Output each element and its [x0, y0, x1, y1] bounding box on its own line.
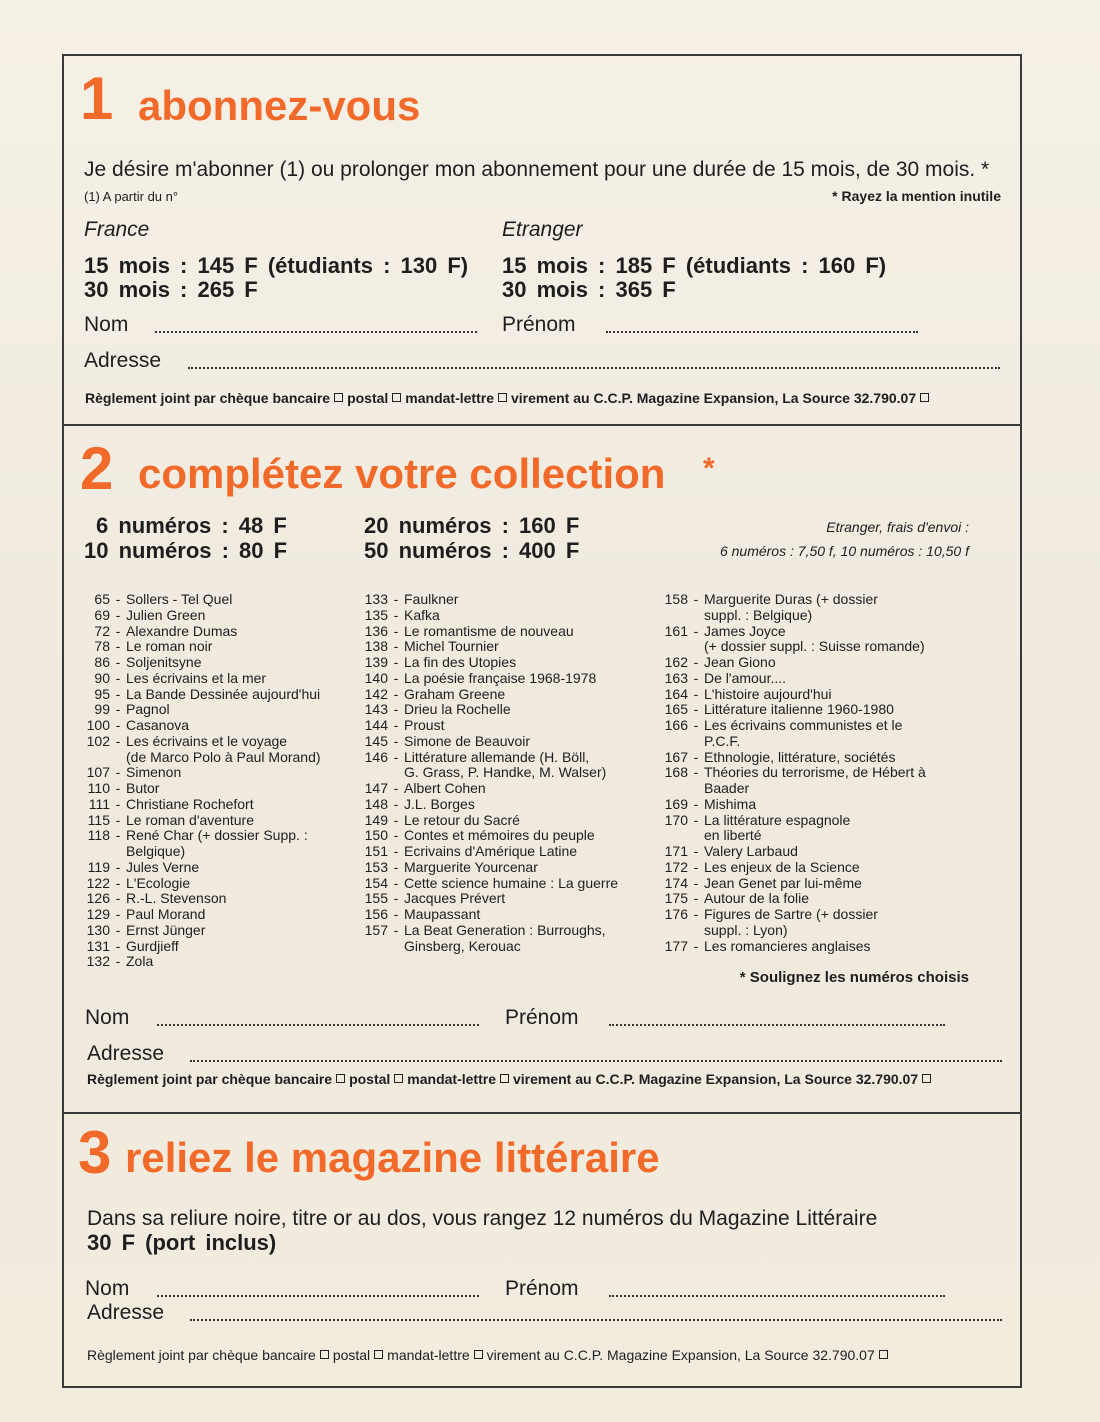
issue-title: Valery Larbaud: [704, 843, 798, 859]
issue-title: Jean Giono: [704, 654, 776, 670]
france-price-30: 30 mois : 265 F: [84, 277, 258, 302]
issue-title: P.C.F.: [704, 732, 741, 749]
issue-number: 110: [87, 780, 110, 796]
issue-title: James Joyce: [704, 622, 786, 639]
issue-number: 139: [364, 654, 388, 670]
issue-title: Maupassant: [404, 906, 481, 922]
issue-dash: -: [115, 701, 121, 718]
issue-dash: -: [393, 638, 399, 655]
issue-title: suppl. : Lyon): [704, 921, 788, 938]
issue-title: Butor: [126, 780, 160, 796]
issue-dash: -: [393, 654, 399, 670]
payment-virement-label: virement au C.C.P. Magazine Expansion, La Source 32.790.07: [510, 390, 917, 406]
foreign-shipping-rates: 6 numéros : 7,50 f, 10 numéros : 10,50 f: [719, 543, 969, 559]
issue-title: Les écrivains et le voyage: [126, 732, 288, 749]
issue-dash: -: [693, 874, 699, 891]
issue-dash: -: [393, 701, 399, 718]
payment-postal-label: postal: [332, 1347, 371, 1363]
form-frame: [62, 54, 1022, 1388]
issue-dash: -: [693, 654, 699, 670]
issue-number: 167: [664, 748, 688, 765]
issue-dash: -: [115, 827, 121, 844]
issue-title: Paul Morand: [126, 906, 206, 922]
adresse-label-2: Adresse: [87, 1042, 165, 1065]
issue-dash: -: [393, 874, 399, 891]
issue-dash: -: [393, 622, 399, 639]
strike-note: * Rayez la mention inutile: [832, 188, 1001, 204]
issue-title: Le retour du Sacré: [404, 811, 520, 828]
issue-number: 107: [86, 764, 110, 781]
issue-number: 171: [664, 843, 688, 859]
issue-dash: -: [693, 858, 699, 875]
issue-title: (+ dossier suppl. : Suisse romande): [704, 638, 925, 655]
issue-number: 146: [364, 748, 388, 765]
issue-number: 148: [364, 795, 388, 812]
payment-cheque-label: Règlement joint par chèque bancaire: [85, 390, 331, 406]
issue-title: Ginsberg, Kerouac: [404, 937, 521, 954]
issue-number: 100: [86, 717, 110, 733]
issue-dash: -: [393, 606, 399, 623]
section-3-box: [64, 1114, 1020, 1388]
issue-number: 135: [364, 606, 388, 623]
issue-title: Théories du terrorisme, de Hébert à: [704, 764, 926, 781]
issue-number: 72: [94, 622, 110, 639]
issue-title: La Bande Dessinée aujourd'hui: [126, 685, 321, 702]
issue-title: Les romancieres anglaises: [704, 937, 871, 954]
issue-number: 149: [364, 811, 388, 828]
issue-title: Zola: [126, 953, 154, 970]
issue-title: Le romantisme de nouveau: [404, 622, 574, 639]
issue-number: 151: [364, 843, 388, 859]
issue-dash: -: [693, 811, 699, 828]
payment-postal-label: postal: [347, 390, 389, 406]
section-2-asterisk: *: [703, 452, 715, 485]
issue-number: 147: [364, 780, 388, 796]
issue-dash: -: [115, 906, 121, 922]
issue-dash: -: [693, 937, 699, 954]
issue-dash: -: [693, 748, 699, 765]
issue-dash: -: [693, 890, 699, 907]
foreign-shipping-label: Etranger, frais d'envoi :: [826, 519, 969, 535]
issue-number: 177: [664, 937, 688, 954]
issue-dash: -: [115, 764, 121, 781]
issue-title: Kafka: [404, 606, 440, 623]
issue-dash: -: [115, 732, 121, 749]
issue-title: Albert Cohen: [404, 780, 486, 796]
issue-dash: -: [115, 669, 121, 686]
issue-title: Soljenitsyne: [126, 654, 202, 670]
issue-number: 138: [364, 638, 388, 655]
nom-label-3: Nom: [85, 1277, 130, 1300]
section-3-number: 3: [78, 1119, 111, 1186]
issue-title: Contes et mémoires du peuple: [404, 827, 595, 844]
price-6: 6 numéros : 48 F: [96, 513, 287, 538]
issue-number: 133: [364, 591, 388, 607]
issue-number: 99: [94, 701, 110, 718]
binder-description: Dans sa reliure noire, titre or au dos, vous rangez 12 numéros du Magazine Littéraire: [87, 1207, 878, 1230]
prenom-label-2: Prénom: [505, 1006, 579, 1029]
issue-dash: -: [693, 795, 699, 812]
issue-dash: -: [115, 874, 121, 891]
issue-title: Jacques Prévert: [404, 890, 506, 907]
issue-number: 176: [664, 906, 688, 922]
issue-number: 130: [86, 921, 110, 938]
issue-title: Mishima: [704, 795, 757, 812]
issue-title: L'Ecologie: [126, 874, 191, 891]
etranger-price-15: 15 mois : 185 F (étudiants : 160 F): [502, 253, 887, 278]
issue-title: Cette science humaine : La guerre: [404, 874, 619, 891]
issue-number: 65: [94, 591, 110, 607]
issue-dash: -: [115, 811, 121, 828]
issue-number: 143: [364, 701, 388, 718]
issue-title: Drieu la Rochelle: [404, 701, 511, 718]
france-label: France: [84, 218, 150, 241]
issue-title: La littérature espagnole: [704, 811, 851, 828]
issue-title: Figures de Sartre (+ dossier: [704, 906, 878, 922]
payment-mandat-label: mandat-lettre: [407, 1071, 496, 1087]
issue-title: Le roman noir: [126, 638, 213, 655]
prenom-label: Prénom: [502, 313, 576, 336]
issue-dash: -: [693, 717, 699, 733]
issue-dash: -: [115, 606, 121, 623]
issue-title: De l'amour....: [704, 669, 787, 686]
issue-title: Sollers - Tel Quel: [126, 591, 233, 607]
issue-title: Les enjeux de la Science: [704, 858, 860, 875]
issue-number: 154: [364, 874, 388, 891]
issue-number: 122: [86, 874, 110, 891]
issue-number: 150: [364, 827, 388, 844]
issue-number: 78: [94, 638, 110, 655]
issue-title: Simenon: [126, 764, 182, 781]
issue-title: Casanova: [126, 717, 190, 733]
issue-title: (de Marco Polo à Paul Morand): [126, 748, 321, 765]
issue-dash: -: [393, 748, 399, 765]
issue-number: 174: [664, 874, 688, 891]
issue-dash: -: [693, 622, 699, 639]
issue-title: La fin des Utopies: [404, 654, 517, 670]
issue-title: Faulkner: [404, 591, 459, 607]
nom-label-2: Nom: [85, 1006, 130, 1029]
issue-dash: -: [393, 811, 399, 828]
issue-dash: -: [393, 732, 399, 749]
issue-number: 157: [364, 921, 388, 938]
section-1-title: abonnez-vous: [138, 82, 421, 129]
issue-number: 168: [664, 764, 688, 781]
issue-dash: -: [393, 827, 399, 844]
issue-dash: -: [115, 638, 121, 655]
issue-dash: -: [115, 780, 121, 796]
section-2-number: 2: [80, 435, 113, 502]
issue-dash: -: [115, 795, 121, 812]
issue-number: 170: [664, 811, 688, 828]
issue-title: R.-L. Stevenson: [126, 890, 227, 907]
issue-number: 129: [86, 906, 110, 922]
issue-title: Ecrivains d'Amérique Latine: [404, 843, 578, 859]
payment-cheque-label: Règlement joint par chèque bancaire: [87, 1347, 316, 1363]
issue-title: Pagnol: [126, 701, 170, 718]
issue-title: Les écrivains communistes et le: [704, 717, 903, 733]
issue-dash: -: [693, 685, 699, 702]
issue-dash: -: [693, 669, 699, 686]
issue-title: Ethnologie, littérature, sociétés: [704, 748, 896, 765]
issue-dash: -: [693, 843, 699, 859]
issue-title: Michel Tournier: [404, 638, 499, 655]
issue-title: Jules Verne: [126, 858, 200, 875]
prenom-label-3: Prénom: [505, 1277, 579, 1300]
issue-number: 156: [364, 906, 388, 922]
issue-dash: -: [393, 906, 399, 922]
adresse-label: Adresse: [84, 349, 162, 372]
issue-title: G. Grass, P. Handke, M. Walser): [404, 764, 607, 781]
issue-title: Littérature italienne 1960-1980: [704, 701, 894, 718]
issue-dash: -: [693, 701, 699, 718]
binder-price: 30 F (port inclus): [87, 1230, 277, 1255]
issue-number: 119: [87, 858, 110, 875]
issue-number: 153: [364, 858, 388, 875]
issue-dash: -: [115, 953, 121, 970]
etranger-price-30: 30 mois : 365 F: [502, 277, 676, 302]
issue-title: Baader: [704, 780, 750, 796]
issue-title: Proust: [404, 717, 445, 733]
nom-label: Nom: [84, 313, 129, 336]
payment-virement-label: virement au C.C.P. Magazine Expansion, La Source 32.790.07: [512, 1071, 919, 1087]
issue-title: René Char (+ dossier Supp. :: [126, 827, 308, 844]
issue-dash: -: [693, 764, 699, 781]
issue-dash: -: [115, 622, 121, 639]
issue-number: 164: [664, 685, 688, 702]
issue-title: Marguerite Duras (+ dossier: [704, 591, 878, 607]
issue-title: Belgique): [126, 843, 186, 859]
issue-title: Simone de Beauvoir: [404, 732, 531, 749]
issue-number: 144: [364, 717, 388, 733]
price-50: 50 numéros : 400 F: [364, 538, 580, 563]
issue-number: 158: [664, 591, 688, 607]
issue-title: Graham Greene: [404, 685, 506, 702]
issue-dash: -: [115, 921, 121, 938]
underline-note: * Soulignez les numéros choisis: [739, 969, 969, 986]
issue-title: Alexandre Dumas: [126, 622, 238, 639]
section-1-box: [64, 56, 1020, 426]
issue-title: Littérature allemande (H. Böll,: [404, 748, 590, 765]
issue-title: Gurdjieff: [126, 937, 179, 954]
issue-dash: -: [393, 843, 399, 859]
issue-number: 155: [364, 890, 388, 907]
section-2-box: [64, 426, 1020, 1114]
issue-dash: -: [393, 921, 399, 938]
payment-mandat-label: mandat-lettre: [405, 390, 494, 406]
payment-cheque-label: Règlement joint par chèque bancaire: [87, 1071, 333, 1087]
price-20: 20 numéros : 160 F: [364, 513, 580, 538]
issue-number: 111: [88, 795, 110, 812]
issue-dash: -: [115, 858, 121, 875]
issue-number: 169: [664, 795, 688, 812]
issue-title: Autour de la folie: [704, 890, 810, 907]
payment-postal-label: postal: [349, 1071, 391, 1087]
adresse-label-3: Adresse: [87, 1301, 165, 1324]
issue-title: suppl. : Belgique): [704, 606, 813, 623]
issue-title: en liberté: [704, 827, 762, 844]
issue-number: 175: [664, 890, 688, 907]
issue-title: La poésie française 1968-1978: [404, 669, 597, 686]
france-price-15: 15 mois : 145 F (étudiants : 130 F): [84, 253, 469, 278]
section-3-title: reliez le magazine littéraire: [125, 1134, 660, 1181]
payment-mandat-label: mandat-lettre: [387, 1347, 470, 1363]
issue-dash: -: [115, 717, 121, 733]
price-10: 10 numéros : 80 F: [84, 538, 288, 563]
issue-title: Les écrivains et la mer: [126, 669, 267, 686]
issue-title: J.L. Borges: [404, 795, 475, 812]
issue-dash: -: [693, 906, 699, 922]
issue-number: 118: [87, 827, 110, 844]
payment-virement-label: virement au C.C.P. Magazine Expansion, La Source 32.790.07: [486, 1347, 875, 1363]
issue-number: 95: [94, 685, 110, 702]
section-2-title: complétez votre collection: [138, 450, 666, 497]
issue-dash: -: [393, 890, 399, 907]
issue-dash: -: [393, 717, 399, 733]
etranger-label: Etranger: [502, 218, 583, 241]
issue-number: 69: [94, 606, 110, 623]
issue-title: Christiane Rochefort: [126, 795, 254, 812]
issue-number: 145: [364, 732, 388, 749]
issue-title: Marguerite Yourcenar: [404, 858, 538, 875]
issue-number: 172: [664, 858, 688, 875]
subscribe-intro: Je désire m'abonner (1) ou prolonger mon abonnement pour une durée de 15 mois, de 30 mois. *: [84, 158, 990, 181]
issue-number: 140: [364, 669, 388, 686]
issue-number: 163: [664, 669, 688, 686]
issue-title: Le roman d'aventure: [126, 811, 254, 828]
issue-title: La Beat Generation : Burroughs,: [404, 921, 606, 938]
issue-number: 131: [86, 937, 110, 954]
issue-number: 115: [87, 811, 110, 828]
issue-dash: -: [115, 937, 121, 954]
section-1-number: 1: [80, 65, 113, 132]
issue-number: 132: [86, 953, 110, 970]
issue-dash: -: [115, 685, 121, 702]
issue-dash: -: [693, 591, 699, 607]
issue-number: 162: [664, 654, 688, 670]
issue-title: L'histoire aujourd'hui: [704, 685, 832, 702]
issue-number: 165: [664, 701, 688, 718]
issue-dash: -: [393, 858, 399, 875]
issue-number: 90: [94, 669, 110, 686]
issue-number: 142: [364, 685, 388, 702]
issue-dash: -: [115, 890, 121, 907]
issue-dash: -: [393, 591, 399, 607]
issue-number: 136: [364, 622, 388, 639]
issue-dash: -: [393, 795, 399, 812]
issue-title: Ernst Jünger: [126, 921, 206, 938]
issue-number: 166: [664, 717, 688, 733]
issue-dash: -: [393, 685, 399, 702]
issue-title: Jean Genet par lui-même: [704, 874, 862, 891]
issue-number: 161: [664, 622, 688, 639]
issue-number: 102: [86, 732, 110, 749]
issue-dash: -: [115, 654, 121, 670]
issue-title: Julien Green: [126, 606, 206, 623]
issue-number: 86: [94, 654, 110, 670]
issue-dash: -: [115, 591, 121, 607]
issue-number: 126: [86, 890, 110, 907]
issue-dash: -: [393, 780, 399, 796]
issue-dash: -: [393, 669, 399, 686]
start-issue-footnote: (1) A partir du n°: [84, 189, 179, 204]
